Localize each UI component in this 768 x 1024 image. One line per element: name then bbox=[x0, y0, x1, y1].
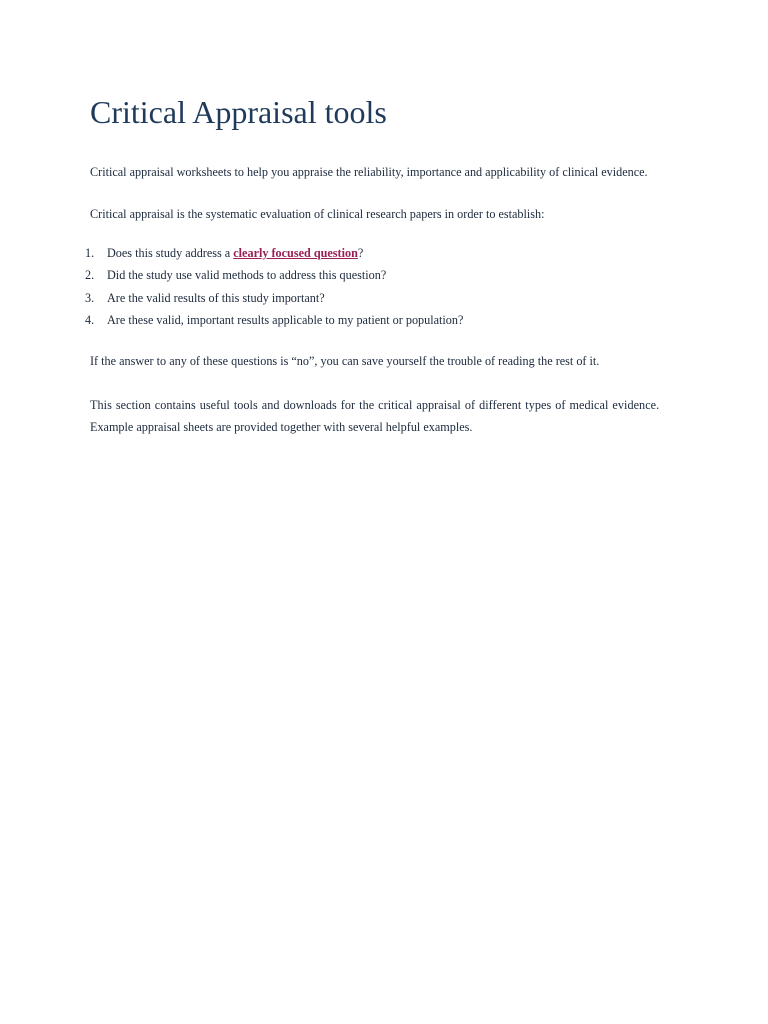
question-item bbox=[80, 290, 463, 312]
question-text: Does this study address a bbox=[107, 246, 234, 260]
question-item bbox=[80, 312, 463, 334]
question-number: 2. bbox=[85, 268, 95, 283]
question-item bbox=[80, 245, 463, 267]
question-number: 4. bbox=[85, 313, 95, 328]
question-item bbox=[80, 267, 463, 289]
question-number: 3. bbox=[85, 290, 95, 305]
page-title: Critical Appraisal tools bbox=[90, 94, 387, 130]
advice-paragraph: If the answer to any of these questions is “no”, you can save yourself the trouble of reading the rest of it. bbox=[90, 354, 600, 368]
clearly-focused-question-link[interactable]: clearly focused question bbox=[233, 246, 358, 260]
question-text: Are these valid, important results applicable to my patient or population? bbox=[107, 313, 464, 328]
question-suffix: ? bbox=[357, 246, 364, 260]
question-text: Did the study use valid methods to address this question? bbox=[107, 268, 387, 283]
section-line-1: This section contains useful tools and downloads for the critical appraisal of different types of medical evidence. bbox=[90, 398, 660, 412]
question-number: 1. bbox=[85, 246, 95, 260]
definition-paragraph: Critical appraisal is the systematic evaluation of clinical research papers in order to establish: bbox=[90, 207, 545, 221]
section-line-2: Example appraisal sheets are provided together with several helpful examples. bbox=[90, 420, 473, 434]
intro-paragraph: Critical appraisal worksheets to help you appraise the reliability, importance and applicability of clinical evidence. bbox=[90, 165, 648, 179]
questions-list bbox=[80, 245, 463, 335]
question-text: Are the valid results of this study important? bbox=[107, 290, 325, 305]
section-paragraph bbox=[90, 394, 659, 438]
